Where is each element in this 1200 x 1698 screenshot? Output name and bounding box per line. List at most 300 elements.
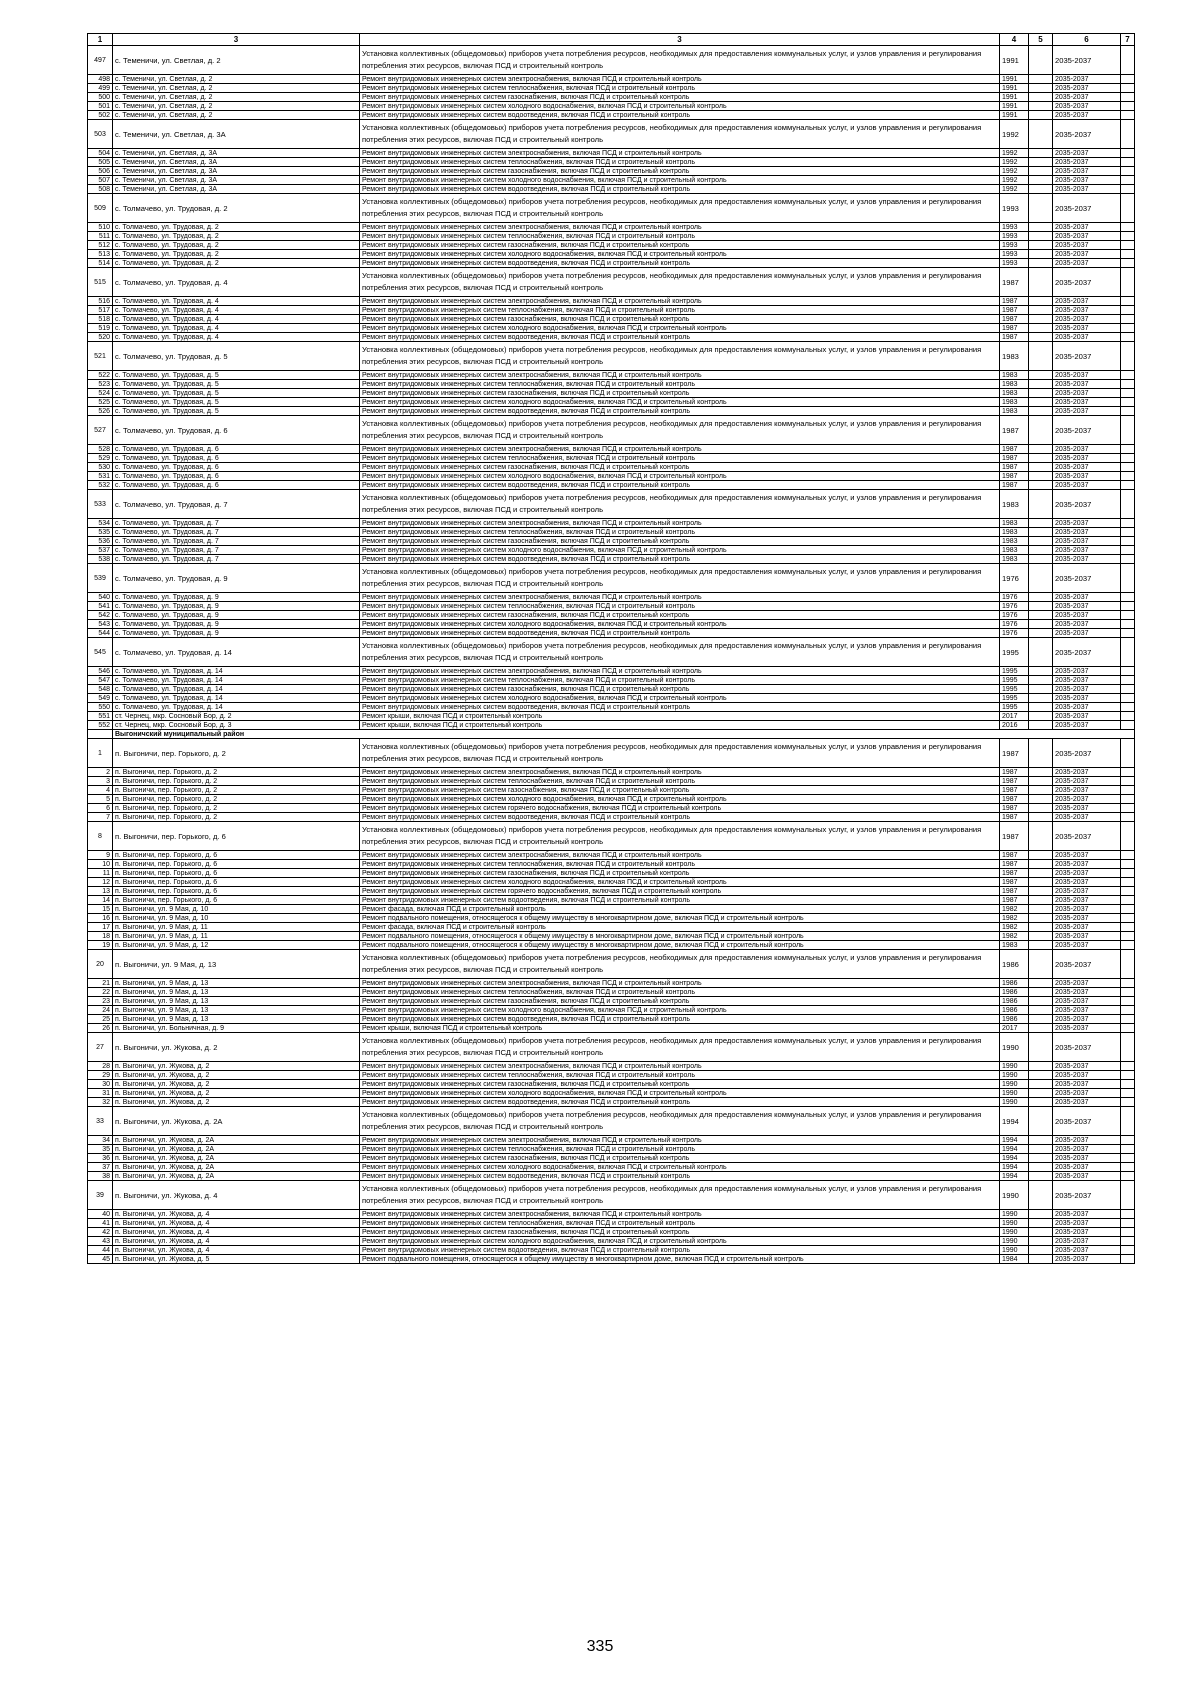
row-address: с. Теменичи, ул. Светлая, д. 3А	[113, 176, 360, 185]
row-number: 547	[88, 676, 113, 685]
row-work-type: Ремонт внутридомовых инженерных систем водоотведения, включая ПСД и строительный контроль	[360, 1172, 1000, 1181]
row-col-7	[1121, 84, 1135, 93]
row-period: 2035-2037	[1053, 611, 1121, 620]
row-col-7	[1121, 1089, 1135, 1098]
row-col-5	[1029, 712, 1053, 721]
row-col-7	[1121, 593, 1135, 602]
row-col-7	[1121, 860, 1135, 869]
row-work-type: Ремонт внутридомовых инженерных систем электроснабжения, включая ПСД и строительный контроль	[360, 371, 1000, 380]
row-col-7	[1121, 102, 1135, 111]
row-col-5	[1029, 445, 1053, 454]
row-col-5	[1029, 481, 1053, 490]
row-work-type: Ремонт внутридомовых инженерных систем газоснабжения, включая ПСД и строительный контроль	[360, 167, 1000, 176]
row-number: 500	[88, 93, 113, 102]
row-col-7	[1121, 685, 1135, 694]
table-row	[88, 537, 1135, 546]
row-work-type: Ремонт внутридомовых инженерных систем электроснабжения, включая ПСД и строительный контроль	[360, 593, 1000, 602]
table-row	[88, 306, 1135, 315]
row-number: 29	[88, 1071, 113, 1080]
row-period: 2035-2037	[1053, 407, 1121, 416]
row-period: 2035-2037	[1053, 997, 1121, 1006]
row-col-7	[1121, 813, 1135, 822]
row-period: 2035-2037	[1053, 979, 1121, 988]
row-col-7	[1121, 768, 1135, 777]
row-number: 2	[88, 768, 113, 777]
row-work-type: Ремонт внутридомовых инженерных систем газоснабжения, включая ПСД и строительный контроль	[360, 389, 1000, 398]
row-number: 535	[88, 528, 113, 537]
row-col-7	[1121, 416, 1135, 445]
row-address: с. Толмачево, ул. Трудовая, д. 9	[113, 620, 360, 629]
row-col-5	[1029, 676, 1053, 685]
row-year: 1986	[1000, 979, 1029, 988]
row-address: с. Теменичи, ул. Светлая, д. 2	[113, 46, 360, 75]
row-work-type: Ремонт подвального помещения, относящегося к общему имуществу в многоквартирном доме, включая ПСД и строительный контроль	[360, 941, 1000, 950]
table-row	[88, 602, 1135, 611]
row-address: п. Выгоничи, ул. 9 Мая, д. 11	[113, 923, 360, 932]
row-period: 2035-2037	[1053, 932, 1121, 941]
header-col-1: 1	[88, 34, 113, 46]
row-col-5	[1029, 546, 1053, 555]
row-number: 521	[88, 342, 113, 371]
row-period: 2035-2037	[1053, 398, 1121, 407]
row-period: 2035-2037	[1053, 454, 1121, 463]
row-col-5	[1029, 84, 1053, 93]
row-period: 2035-2037	[1053, 676, 1121, 685]
row-col-7	[1121, 519, 1135, 528]
row-number: 19	[88, 941, 113, 950]
row-year: 1994	[1000, 1154, 1029, 1163]
row-number: 530	[88, 463, 113, 472]
row-address: с. Толмачево, ул. Трудовая, д. 5	[113, 380, 360, 389]
row-col-7	[1121, 703, 1135, 712]
table-row	[88, 297, 1135, 306]
row-work-type: Установка коллективных (общедомовых) приборов учета потребления ресурсов, необходимых для предоставления коммунальных услуг, и узлов управления и регулирования потребления этих ресурсов, включая ПСД и строительный контроль	[360, 194, 1000, 223]
row-col-7	[1121, 1136, 1135, 1145]
table-row	[88, 813, 1135, 822]
row-number: 16	[88, 914, 113, 923]
row-year: 1987	[1000, 416, 1029, 445]
row-year: 1991	[1000, 93, 1029, 102]
row-period: 2035-2037	[1053, 1062, 1121, 1071]
row-address: с. Толмачево, ул. Трудовая, д. 5	[113, 407, 360, 416]
row-number: 533	[88, 490, 113, 519]
row-number: 40	[88, 1210, 113, 1219]
row-col-5	[1029, 120, 1053, 149]
row-address: с. Толмачево, ул. Трудовая, д. 5	[113, 398, 360, 407]
row-address: с. Толмачево, ул. Трудовая, д. 9	[113, 564, 360, 593]
row-number: 36	[88, 1154, 113, 1163]
row-period: 2035-2037	[1053, 851, 1121, 860]
row-col-7	[1121, 851, 1135, 860]
row-year: 1983	[1000, 555, 1029, 564]
row-number: 532	[88, 481, 113, 490]
header-col-4: 4	[1000, 34, 1029, 46]
row-col-5	[1029, 223, 1053, 232]
row-col-7	[1121, 490, 1135, 519]
row-col-5	[1029, 93, 1053, 102]
row-work-type: Ремонт внутридомовых инженерных систем холодного водоснабжения, включая ПСД и строительный контроль	[360, 250, 1000, 259]
row-col-7	[1121, 869, 1135, 878]
table-row	[88, 454, 1135, 463]
row-period: 2035-2037	[1053, 1098, 1121, 1107]
row-col-7	[1121, 472, 1135, 481]
row-address: п. Выгоничи, пер. Горького, д. 6	[113, 887, 360, 896]
table-row	[88, 1228, 1135, 1237]
row-period: 2035-2037	[1053, 1033, 1121, 1062]
row-period: 2035-2037	[1053, 371, 1121, 380]
row-col-7	[1121, 1163, 1135, 1172]
row-year: 1992	[1000, 167, 1029, 176]
table-row	[88, 176, 1135, 185]
row-number: 527	[88, 416, 113, 445]
row-col-5	[1029, 777, 1053, 786]
row-period: 2035-2037	[1053, 445, 1121, 454]
row-year: 1994	[1000, 1172, 1029, 1181]
row-year: 1976	[1000, 611, 1029, 620]
row-number: 9	[88, 851, 113, 860]
table-row	[88, 950, 1135, 979]
row-number: 505	[88, 158, 113, 167]
row-col-7	[1121, 667, 1135, 676]
row-col-7	[1121, 46, 1135, 75]
row-col-5	[1029, 694, 1053, 703]
row-col-7	[1121, 232, 1135, 241]
row-period: 2035-2037	[1053, 1163, 1121, 1172]
row-work-type: Ремонт внутридомовых инженерных систем теплоснабжения, включая ПСД и строительный контроль	[360, 1071, 1000, 1080]
row-work-type: Ремонт внутридомовых инженерных систем электроснабжения, включая ПСД и строительный контроль	[360, 1062, 1000, 1071]
row-col-5	[1029, 194, 1053, 223]
row-number: 24	[88, 1006, 113, 1015]
row-year: 1987	[1000, 869, 1029, 878]
row-number: 536	[88, 537, 113, 546]
row-col-7	[1121, 1015, 1135, 1024]
row-period: 2035-2037	[1053, 111, 1121, 120]
table-row	[88, 896, 1135, 905]
row-number: 511	[88, 232, 113, 241]
row-address: с. Толмачево, ул. Трудовая, д. 14	[113, 676, 360, 685]
row-col-5	[1029, 528, 1053, 537]
table-row	[88, 342, 1135, 371]
row-period: 2035-2037	[1053, 1228, 1121, 1237]
table-row	[88, 1080, 1135, 1089]
row-work-type: Ремонт внутридомовых инженерных систем холодного водоснабжения, включая ПСД и строительный контроль	[360, 878, 1000, 887]
table-row	[88, 120, 1135, 149]
row-number: 541	[88, 602, 113, 611]
table-row	[88, 997, 1135, 1006]
table-row	[88, 1136, 1135, 1145]
row-number: 4	[88, 786, 113, 795]
row-col-7	[1121, 149, 1135, 158]
row-col-7	[1121, 250, 1135, 259]
row-col-5	[1029, 167, 1053, 176]
row-col-7	[1121, 75, 1135, 84]
row-work-type: Ремонт внутридомовых инженерных систем теплоснабжения, включая ПСД и строительный контроль	[360, 860, 1000, 869]
row-work-type: Ремонт внутридомовых инженерных систем горячего водоснабжения, включая ПСД и строительный контроль	[360, 804, 1000, 813]
row-col-7	[1121, 896, 1135, 905]
row-year: 1990	[1000, 1033, 1029, 1062]
row-period: 2035-2037	[1053, 268, 1121, 297]
row-col-7	[1121, 297, 1135, 306]
row-number: 42	[88, 1228, 113, 1237]
row-address: п. Выгоничи, пер. Горького, д. 6	[113, 896, 360, 905]
row-period: 2035-2037	[1053, 694, 1121, 703]
row-col-7	[1121, 306, 1135, 315]
row-address: п. Выгоничи, пер. Горького, д. 2	[113, 804, 360, 813]
row-col-7	[1121, 555, 1135, 564]
row-year: 1983	[1000, 519, 1029, 528]
row-work-type: Ремонт внутридомовых инженерных систем электроснабжения, включая ПСД и строительный контроль	[360, 519, 1000, 528]
row-address: п. Выгоничи, ул. Жукова, д. 2А	[113, 1145, 360, 1154]
row-year: 1995	[1000, 694, 1029, 703]
row-period: 2035-2037	[1053, 593, 1121, 602]
row-work-type: Ремонт внутридомовых инженерных систем водоотведения, включая ПСД и строительный контроль	[360, 629, 1000, 638]
row-period: 2035-2037	[1053, 472, 1121, 481]
row-year: 1992	[1000, 120, 1029, 149]
row-work-type: Ремонт внутридомовых инженерных систем электроснабжения, включая ПСД и строительный контроль	[360, 297, 1000, 306]
row-number: 513	[88, 250, 113, 259]
row-period: 2035-2037	[1053, 822, 1121, 851]
table-row	[88, 777, 1135, 786]
row-col-5	[1029, 333, 1053, 342]
section-cell-blank	[88, 730, 113, 739]
row-number: 34	[88, 1136, 113, 1145]
row-number: 497	[88, 46, 113, 75]
row-work-type: Ремонт внутридомовых инженерных систем холодного водоснабжения, включая ПСД и строительный контроль	[360, 795, 1000, 804]
row-year: 1987	[1000, 333, 1029, 342]
row-address: п. Выгоничи, пер. Горького, д. 2	[113, 739, 360, 768]
row-col-7	[1121, 158, 1135, 167]
row-address: с. Теменичи, ул. Светлая, д. 2	[113, 102, 360, 111]
row-col-5	[1029, 315, 1053, 324]
row-col-7	[1121, 333, 1135, 342]
row-col-5	[1029, 185, 1053, 194]
row-col-5	[1029, 1219, 1053, 1228]
row-year: 1987	[1000, 315, 1029, 324]
row-number: 548	[88, 685, 113, 694]
table-row	[88, 407, 1135, 416]
row-address: с. Толмачево, ул. Трудовая, д. 14	[113, 694, 360, 703]
row-address: с. Толмачево, ул. Трудовая, д. 6	[113, 481, 360, 490]
row-address: п. Выгоничи, ул. Жукова, д. 2	[113, 1071, 360, 1080]
row-period: 2035-2037	[1053, 519, 1121, 528]
row-work-type: Ремонт внутридомовых инженерных систем холодного водоснабжения, включая ПСД и строительный контроль	[360, 324, 1000, 333]
row-address: п. Выгоничи, пер. Горького, д. 2	[113, 795, 360, 804]
row-number: 31	[88, 1089, 113, 1098]
row-col-5	[1029, 804, 1053, 813]
row-period: 2035-2037	[1053, 795, 1121, 804]
row-work-type: Установка коллективных (общедомовых) приборов учета потребления ресурсов, необходимых для предоставления коммунальных услуг, и узлов управления и регулирования потребления этих ресурсов, включая ПСД и строительный контроль	[360, 416, 1000, 445]
row-work-type: Установка коллективных (общедомовых) приборов учета потребления ресурсов, необходимых для предоставления коммунальных услуг, и узлов управления и регулирования потребления этих ресурсов, включая ПСД и строительный контроль	[360, 638, 1000, 667]
row-year: 1990	[1000, 1080, 1029, 1089]
row-col-5	[1029, 988, 1053, 997]
row-year: 1983	[1000, 407, 1029, 416]
row-work-type: Ремонт внутридомовых инженерных систем водоотведения, включая ПСД и строительный контроль	[360, 896, 1000, 905]
row-col-5	[1029, 75, 1053, 84]
row-address: с. Теменичи, ул. Светлая, д. 2	[113, 75, 360, 84]
table-row	[88, 620, 1135, 629]
row-number: 516	[88, 297, 113, 306]
row-col-5	[1029, 667, 1053, 676]
row-number: 23	[88, 997, 113, 1006]
table-row	[88, 1089, 1135, 1098]
row-work-type: Ремонт подвального помещения, относящегося к общему имуществу в многоквартирном доме, включая ПСД и строительный контроль	[360, 1255, 1000, 1264]
row-number: 5	[88, 795, 113, 804]
table-row	[88, 389, 1135, 398]
row-number: 542	[88, 611, 113, 620]
table-row	[88, 685, 1135, 694]
row-col-7	[1121, 694, 1135, 703]
row-number: 544	[88, 629, 113, 638]
row-work-type: Ремонт внутридомовых инженерных систем теплоснабжения, включая ПСД и строительный контроль	[360, 84, 1000, 93]
row-address: п. Выгоничи, ул. Жукова, д. 4	[113, 1237, 360, 1246]
row-work-type: Ремонт внутридомовых инженерных систем водоотведения, включая ПСД и строительный контроль	[360, 481, 1000, 490]
row-col-5	[1029, 1071, 1053, 1080]
row-address: с. Толмачево, ул. Трудовая, д. 6	[113, 472, 360, 481]
row-period: 2035-2037	[1053, 896, 1121, 905]
row-period: 2035-2037	[1053, 1089, 1121, 1098]
row-col-5	[1029, 389, 1053, 398]
row-number: 18	[88, 932, 113, 941]
table-row	[88, 1015, 1135, 1024]
row-col-5	[1029, 342, 1053, 371]
row-period: 2035-2037	[1053, 149, 1121, 158]
row-period: 2035-2037	[1053, 860, 1121, 869]
row-address: п. Выгоничи, ул. Жукова, д. 2А	[113, 1154, 360, 1163]
row-col-7	[1121, 1172, 1135, 1181]
row-address: п. Выгоничи, ул. Жукова, д. 2А	[113, 1136, 360, 1145]
row-col-5	[1029, 1015, 1053, 1024]
row-address: с. Толмачево, ул. Трудовая, д. 9	[113, 611, 360, 620]
row-col-7	[1121, 712, 1135, 721]
row-number: 529	[88, 454, 113, 463]
row-col-5	[1029, 739, 1053, 768]
row-work-type: Ремонт внутридомовых инженерных систем теплоснабжения, включая ПСД и строительный контроль	[360, 380, 1000, 389]
row-period: 2035-2037	[1053, 988, 1121, 997]
row-year: 1987	[1000, 804, 1029, 813]
row-address: п. Выгоничи, ул. Жукова, д. 2А	[113, 1107, 360, 1136]
row-col-7	[1121, 822, 1135, 851]
row-address: с. Толмачево, ул. Трудовая, д. 2	[113, 194, 360, 223]
row-period: 2035-2037	[1053, 950, 1121, 979]
table-row	[88, 149, 1135, 158]
row-address: с. Толмачево, ул. Трудовая, д. 5	[113, 371, 360, 380]
row-year: 1986	[1000, 1015, 1029, 1024]
row-year: 1983	[1000, 490, 1029, 519]
row-col-5	[1029, 1136, 1053, 1145]
row-period: 2035-2037	[1053, 878, 1121, 887]
row-address: с. Толмачево, ул. Трудовая, д. 5	[113, 389, 360, 398]
row-col-7	[1121, 564, 1135, 593]
row-number: 28	[88, 1062, 113, 1071]
row-period: 2035-2037	[1053, 75, 1121, 84]
row-year: 1987	[1000, 822, 1029, 851]
row-number: 499	[88, 84, 113, 93]
row-number: 20	[88, 950, 113, 979]
row-col-7	[1121, 786, 1135, 795]
row-period: 2035-2037	[1053, 703, 1121, 712]
row-address: с. Толмачево, ул. Трудовая, д. 2	[113, 232, 360, 241]
row-col-7	[1121, 1181, 1135, 1210]
row-col-5	[1029, 111, 1053, 120]
row-number: 519	[88, 324, 113, 333]
row-period: 2035-2037	[1053, 1172, 1121, 1181]
row-col-5	[1029, 398, 1053, 407]
table-row	[88, 315, 1135, 324]
row-year: 1990	[1000, 1089, 1029, 1098]
table-row	[88, 111, 1135, 120]
row-period: 2035-2037	[1053, 869, 1121, 878]
row-work-type: Ремонт внутридомовых инженерных систем холодного водоснабжения, включая ПСД и строительный контроль	[360, 1237, 1000, 1246]
row-col-5	[1029, 1062, 1053, 1071]
row-work-type: Ремонт внутридомовых инженерных систем теплоснабжения, включая ПСД и строительный контроль	[360, 306, 1000, 315]
row-period: 2035-2037	[1053, 333, 1121, 342]
row-period: 2035-2037	[1053, 250, 1121, 259]
table-row	[88, 923, 1135, 932]
header-col-3: 3	[360, 34, 1000, 46]
row-address: с. Толмачево, ул. Трудовая, д. 14	[113, 638, 360, 667]
row-col-5	[1029, 519, 1053, 528]
row-col-5	[1029, 593, 1053, 602]
row-year: 1986	[1000, 988, 1029, 997]
row-address: п. Выгоничи, пер. Горького, д. 2	[113, 813, 360, 822]
row-address: с. Толмачево, ул. Трудовая, д. 4	[113, 297, 360, 306]
row-year: 2016	[1000, 721, 1029, 730]
row-col-7	[1121, 1246, 1135, 1255]
row-address: с. Толмачево, ул. Трудовая, д. 7	[113, 546, 360, 555]
row-col-5	[1029, 1006, 1053, 1015]
row-year: 1986	[1000, 950, 1029, 979]
row-period: 2035-2037	[1053, 685, 1121, 694]
table-row	[88, 979, 1135, 988]
table-row	[88, 1033, 1135, 1062]
row-col-7	[1121, 93, 1135, 102]
row-work-type: Ремонт внутридомовых инженерных систем электроснабжения, включая ПСД и строительный контроль	[360, 149, 1000, 158]
row-col-5	[1029, 1246, 1053, 1255]
row-year: 1983	[1000, 371, 1029, 380]
row-work-type: Ремонт крыши, включая ПСД и строительный контроль	[360, 712, 1000, 721]
row-work-type: Ремонт внутридомовых инженерных систем водоотведения, включая ПСД и строительный контроль	[360, 407, 1000, 416]
row-col-5	[1029, 768, 1053, 777]
row-period: 2035-2037	[1053, 416, 1121, 445]
row-col-7	[1121, 602, 1135, 611]
row-address: с. Толмачево, ул. Трудовая, д. 5	[113, 342, 360, 371]
table-row	[88, 490, 1135, 519]
row-work-type: Ремонт внутридомовых инженерных систем водоотведения, включая ПСД и строительный контроль	[360, 1098, 1000, 1107]
row-address: п. Выгоничи, ул. 9 Мая, д. 13	[113, 979, 360, 988]
row-number: 534	[88, 519, 113, 528]
row-address: п. Выгоничи, ул. Жукова, д. 4	[113, 1228, 360, 1237]
row-col-7	[1121, 979, 1135, 988]
row-address: п. Выгоничи, пер. Горького, д. 2	[113, 777, 360, 786]
row-year: 1992	[1000, 176, 1029, 185]
row-year: 1987	[1000, 813, 1029, 822]
table-row	[88, 250, 1135, 259]
row-col-5	[1029, 555, 1053, 564]
row-number: 512	[88, 241, 113, 250]
row-period: 2035-2037	[1053, 555, 1121, 564]
table-header-row	[88, 34, 1135, 46]
row-work-type: Ремонт внутридомовых инженерных систем водоотведения, включая ПСД и строительный контроль	[360, 259, 1000, 268]
table-row	[88, 445, 1135, 454]
row-period: 2035-2037	[1053, 564, 1121, 593]
row-col-7	[1121, 398, 1135, 407]
row-col-7	[1121, 528, 1135, 537]
row-work-type: Ремонт внутридомовых инженерных систем газоснабжения, включая ПСД и строительный контроль	[360, 786, 1000, 795]
row-col-5	[1029, 1080, 1053, 1089]
row-address: с. Теменичи, ул. Светлая, д. 3А	[113, 120, 360, 149]
table-row	[88, 102, 1135, 111]
row-col-5	[1029, 813, 1053, 822]
